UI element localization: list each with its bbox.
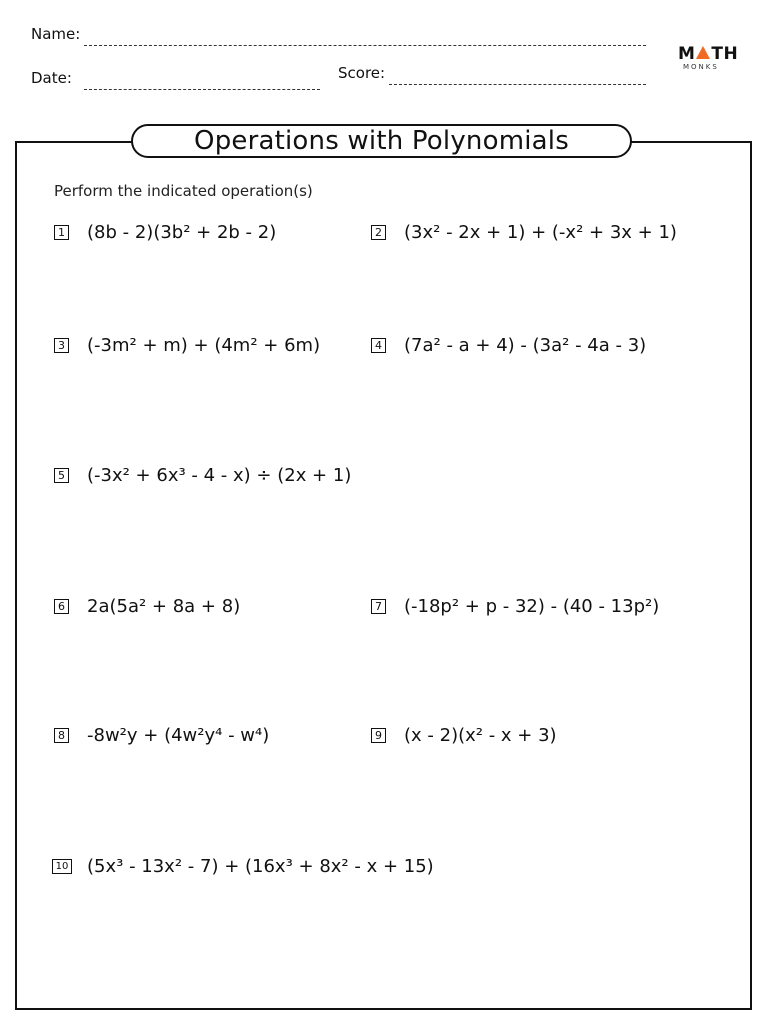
date-label: Date: xyxy=(31,69,72,87)
problem-number: 6 xyxy=(54,599,69,614)
problem-item xyxy=(54,725,269,746)
problem-expression: (7a² - a + 4) - (3a² - 4a - 3) xyxy=(404,335,647,356)
problem-expression: (-18p² + p - 32) - (40 - 13p²) xyxy=(404,596,660,617)
name-field[interactable] xyxy=(84,45,646,46)
date-field[interactable] xyxy=(84,89,320,90)
logo-text-th: TH xyxy=(711,44,739,64)
problem-item xyxy=(371,335,646,356)
logo-subtext: MONKS xyxy=(683,63,719,71)
logo-text-m: M xyxy=(678,44,696,64)
frame-top-left xyxy=(15,141,133,143)
problem-expression: -8w²y + (4w²y⁴ - w⁴) xyxy=(87,725,270,746)
problem-number: 5 xyxy=(54,468,69,483)
worksheet-title: Operations with Polynomials xyxy=(131,124,632,158)
problem-number: 3 xyxy=(54,338,69,353)
problem-number: 8 xyxy=(54,728,69,743)
math-monks-logo xyxy=(678,46,742,76)
problem-item xyxy=(371,596,659,617)
problem-item xyxy=(371,725,557,746)
problem-expression: (-3x² + 6x³ - 4 - x) ÷ (2x + 1) xyxy=(87,465,352,486)
problem-number: 2 xyxy=(371,225,386,240)
problem-item xyxy=(54,465,351,486)
problem-number: 1 xyxy=(54,225,69,240)
problem-item xyxy=(52,856,434,877)
frame-top-right xyxy=(630,141,752,143)
problem-expression: (x - 2)(x² - x + 3) xyxy=(404,725,557,746)
problem-expression: (-3m² + m) + (4m² + 6m) xyxy=(87,335,321,356)
problem-item xyxy=(371,222,677,243)
problem-item xyxy=(54,222,276,243)
problem-expression: (5x³ - 13x² - 7) + (16x³ + 8x² - x + 15) xyxy=(87,856,434,877)
instructions: Perform the indicated operation(s) xyxy=(54,182,313,200)
worksheet-frame xyxy=(15,141,752,1010)
score-label: Score: xyxy=(338,64,386,82)
problem-number: 4 xyxy=(371,338,386,353)
problem-expression: 2a(5a² + 8a + 8) xyxy=(87,596,241,617)
problem-number: 7 xyxy=(371,599,386,614)
problem-item xyxy=(54,335,320,356)
score-field[interactable] xyxy=(389,84,646,85)
problem-number: 9 xyxy=(371,728,386,743)
logo-triangle-icon xyxy=(696,46,710,59)
name-label: Name: xyxy=(31,25,81,43)
problem-number: 10 xyxy=(52,859,72,874)
problem-item xyxy=(54,596,240,617)
problem-expression: (8b - 2)(3b² + 2b - 2) xyxy=(87,222,277,243)
problem-expression: (3x² - 2x + 1) + (-x² + 3x + 1) xyxy=(404,222,677,243)
